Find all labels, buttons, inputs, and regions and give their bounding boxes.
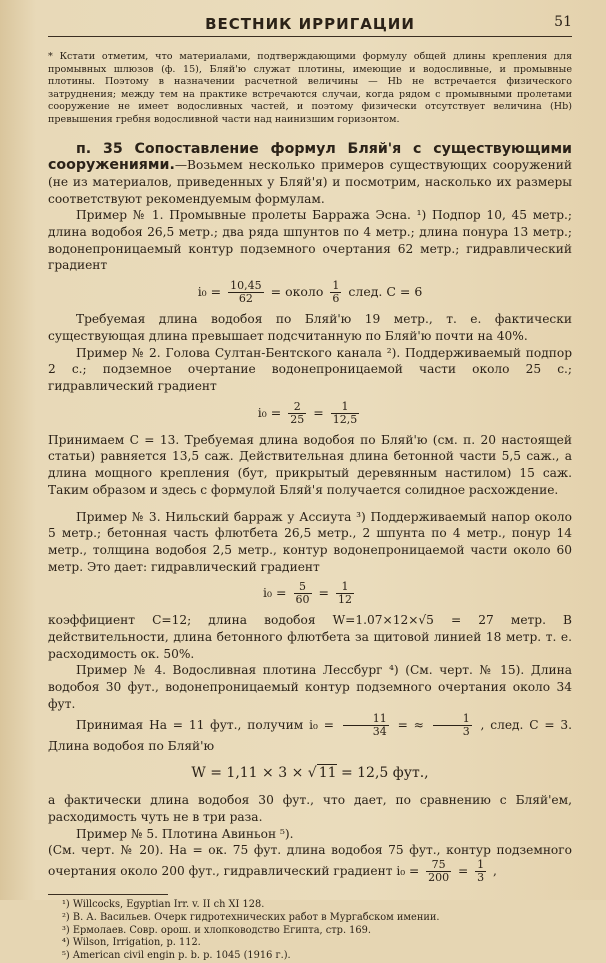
formula-part: W = 1,11 × 3 × — [191, 765, 308, 782]
formula-rhs: след. C = 6 — [348, 284, 423, 300]
denominator: 3 — [477, 871, 485, 885]
fraction — [288, 401, 306, 426]
example-1-formula — [48, 280, 572, 305]
sqrt-radicand: 11 — [318, 765, 337, 782]
example-4-text: Пример № 4. Водосливная плотина Лессбург ⁴) (См. черт. № 15). Длина водобоя 30 фут., водонепроницаемый контур подземного очертания около 34 фут. — [48, 663, 572, 711]
top-footnote: * Кстати отметим, что материалами, подтверждающими формулу общей длины крепления для промывных шлюзов (ф. 15), Бляй'ю служат плотины, имеющие и водосливные, и промывные плотины. Поэтому в назначении расчетной величины — Hb не встречается физического затруднения; между тем на практике встречаются случаи, когда рядом с промывными пролетами сооружение не имеет водосливных частей, и поэтому физически отсутствует величина (Hb) превышения гребня водосливной части над наинизшим горизонтом. — [48, 51, 572, 125]
footnote-5: ⁵) American civil engin p. b. p. 1045 (1916 г.). — [62, 950, 291, 962]
numerator: 1 — [433, 713, 472, 726]
denominator: 62 — [238, 292, 253, 306]
footnotes — [48, 899, 572, 963]
footnote-4: ⁴) Wilson, Irrigation, p. 112. — [62, 937, 201, 949]
example-3-text: Пример № 3. Нильский барраж у Ассиута ³) Поддерживаемый напор около 5 метр.; бетонная часть флютбета 26,5 метр., 2 шпунта по 4 метр., понур 14 метр., толщина водобоя 2,5 метр., контур водонепроницаемой части около 60 метр. Это дает: гидравлический градиент — [48, 509, 572, 574]
numerator: 1 — [331, 401, 360, 414]
text: , след. C = 3. Длина водобоя по Бляй'ю — [48, 717, 573, 753]
section-heading: п. 35 Сопоставление формул Бляй'я с существующими сооружениями. — [48, 140, 572, 174]
example-1-text: Пример № 1. Промывные пролеты Барража Эсна. ¹) Подпор 10, 45 метр.; длина водобоя 26,5 метр.; два ряда шпунтов по 4 метр.; длина понура 13 метр.; водонепроницаемый контур подземного очертания 62 метр.; гидравлический градиент — [48, 208, 572, 273]
numerator: 11 — [343, 713, 389, 726]
example-1-after: Требуемая длина водобоя по Бляй'ю 19 метр., т. е. фактически существующая длина превышает подсчитанную по Бляй'ю почти на 40%. — [48, 312, 572, 343]
example-3-after: коэффициент C=12; длина водобоя W=1.07×12×√5 = 27 метр. В действительности, длина бетонного флютбета за щитовой линией 18 метр. т. е. расходимость ок. 50%. — [48, 613, 572, 661]
formula-mid: = — [318, 585, 329, 601]
fraction — [331, 401, 360, 426]
formula-lhs: i₀ = — [197, 284, 222, 300]
section-intro — [48, 141, 572, 208]
numerator: 2 — [288, 401, 306, 414]
example-4-big-formula: W = 1,11 × 3 × √ 11 = 12,5 фут., — [191, 765, 429, 782]
formula-tail: , — [492, 864, 497, 879]
example-4-line2 — [48, 713, 572, 755]
footnote-1: ¹) Willcocks, Egyptian Irr. v. II ch XI 128. — [62, 899, 265, 911]
fraction — [426, 859, 451, 884]
denominator: 34 — [372, 724, 387, 738]
numerator: 1 — [477, 858, 485, 872]
fraction — [343, 713, 389, 738]
running-header — [48, 14, 572, 37]
journal-title: ВЕСТНИК ИРРИГАЦИИ — [205, 15, 415, 33]
formula-lhs: i₀ = — [257, 404, 282, 420]
fraction — [336, 581, 354, 606]
formula-lhs: i₀ = — [263, 585, 287, 601]
formula-mid: = около — [270, 284, 324, 300]
example-2-formula — [48, 401, 572, 426]
numerator: 5 — [294, 581, 312, 594]
example-5-title: Пример № 5. Плотина Авиньон ⁵). — [76, 826, 294, 841]
fraction — [228, 280, 264, 305]
formula-lhs: i₀ = — [309, 717, 334, 732]
formula-mid: = ≈ — [397, 717, 424, 732]
spacer — [48, 499, 572, 509]
denominator: 25 — [290, 412, 305, 426]
denominator: 60 — [295, 593, 310, 607]
page-number: 51 — [554, 14, 572, 30]
fraction — [475, 859, 486, 884]
example-4-after: а фактически длина водобоя 30 фут., что дает, по сравнению с Бляй'ем, расходимость чуть не в три раза. — [48, 793, 572, 824]
section-intro-text: —Возьмем несколько примеров существующих сооружений (не из материалов, приведенных у Бляй'я) и посмотрим, насколько их размеры соответствуют рекомендуемым формулам. — [48, 158, 572, 206]
formula-mid: = — [457, 864, 469, 879]
text: Принимая Ha = 11 фут., получим — [76, 717, 304, 732]
text: (См. черт. № 20). Ha = ок. 75 фут. длина водобоя 75 фут., контур подземного очертания около 200 фут., гидравлический градиент — [48, 843, 572, 879]
denominator: 12,5 — [332, 412, 358, 426]
numerator: 1 — [336, 581, 354, 594]
example-3-formula — [48, 581, 572, 606]
numerator: 10,45 — [230, 279, 262, 293]
fraction — [330, 280, 341, 305]
example-2-text: Пример № 2. Голова Султан-Бентского канала ²). Поддерживаемый подпор 2 с.; подземное очертание водонепроницаемой части около 25 с.; гидравлический градиент — [48, 345, 572, 393]
formula-lhs: i₀ = — [396, 864, 420, 879]
fraction — [433, 713, 472, 738]
example-5-text — [48, 842, 572, 884]
example-2-after: Принимаем C = 13. Требуемая длина водобоя по Бляй'ю (см. п. 20 настоящей статьи) равняется 13,5 саж. Действительная длина бетонной части 5,5 саж., а длина мощного крепления (бут, прикрытый деревянным настилом) 15 саж. Таким образом и здесь с формулой Бляй'я получается солидное расхождение. — [48, 432, 572, 497]
numerator: 1 — [332, 279, 340, 293]
formula-mid: = — [313, 404, 324, 420]
denominator: 6 — [332, 292, 340, 306]
footnote-3: ³) Ермолаев. Совр. орош. и хлопководство Египта, стр. 169. — [62, 924, 371, 936]
numerator: 75 — [426, 859, 451, 872]
denominator: 12 — [337, 593, 352, 607]
footnote-2: ²) В. А. Васильев. Очерк гидротехнических работ в Мургабском имении. — [62, 911, 440, 923]
denominator: 3 — [462, 724, 470, 738]
footnote-divider — [48, 894, 168, 895]
fraction — [294, 581, 312, 606]
formula-part: = 12,5 фут., — [336, 765, 429, 782]
denominator: 200 — [428, 871, 450, 885]
